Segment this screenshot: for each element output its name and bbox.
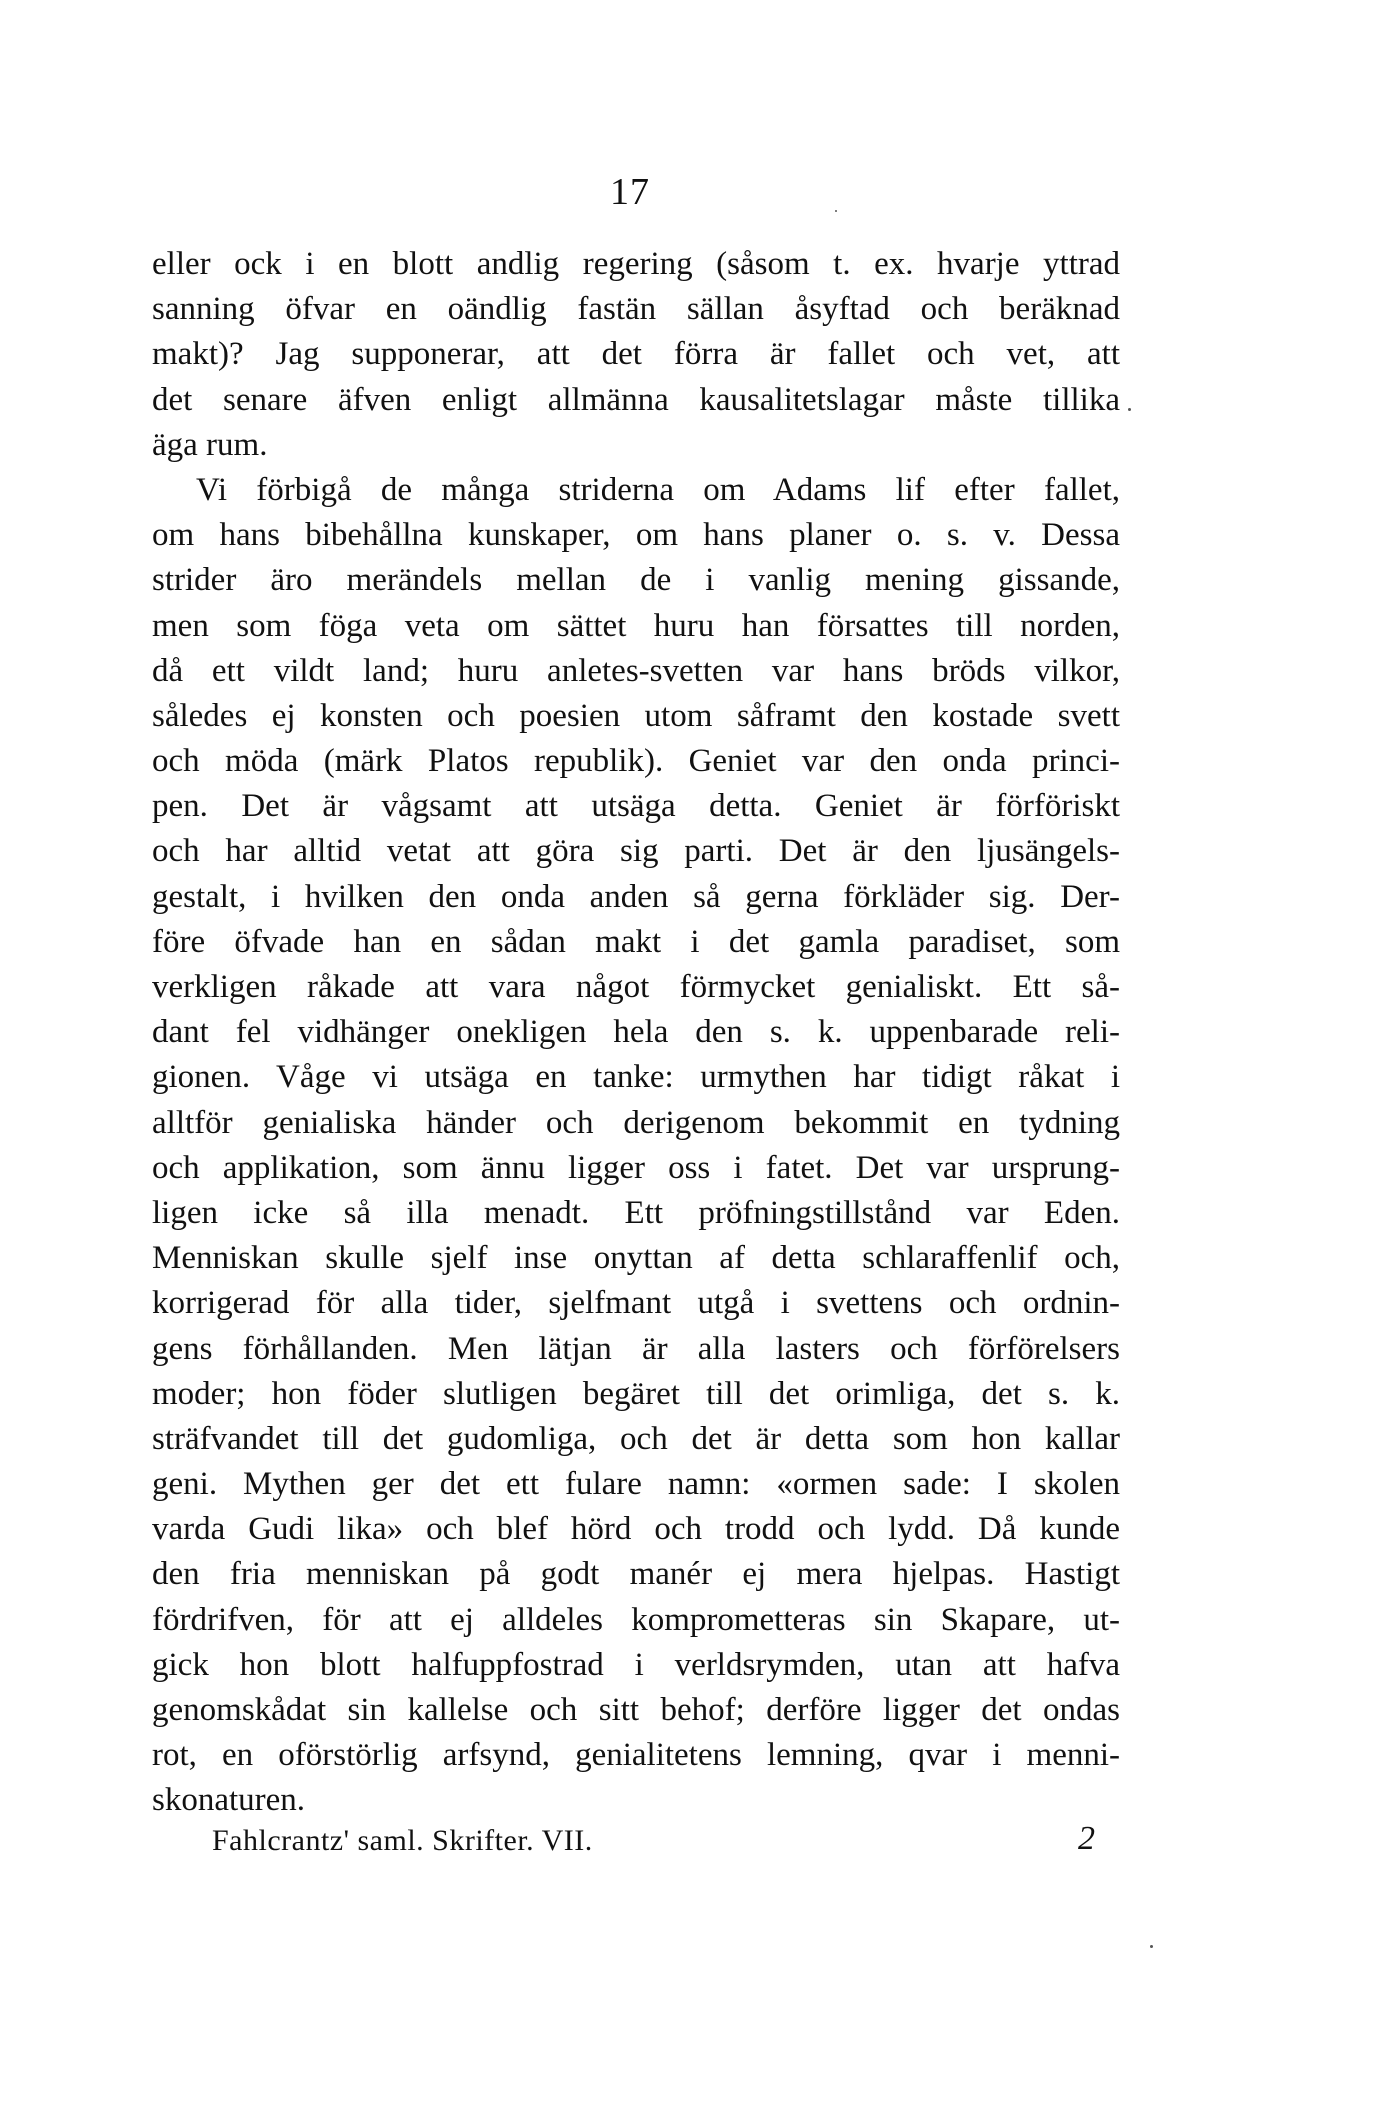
text-line: ligen icke så illa menadt. Ett pröfningstillstånd var Eden.: [152, 1194, 1120, 1231]
text-line: gick hon blott halfuppfostrad i verldsrymden, utan att hafva: [152, 1646, 1120, 1683]
footer-signature-line: Fahlcrantz' saml. Skrifter. VII.: [212, 1824, 593, 1857]
text-line: således ej konsten och poesien utom såframt den kostade svett: [152, 697, 1120, 734]
text-line: sträfvandet till det gudomliga, och det är detta som hon kallar: [152, 1420, 1120, 1457]
text-line: pen. Det är vågsamt att utsäga detta. Geniet är förföriskt: [152, 788, 1120, 825]
text-line: om hans bibehållna kunskaper, om hans planer o. s. v. Dessa: [152, 517, 1120, 554]
text-line: makt)? Jag supponerar, att det förra är fallet och vet, att: [152, 336, 1120, 373]
text-line: gionen. Våge vi utsäga en tanke: urmythen har tidigt råkat i: [152, 1059, 1120, 1096]
text-line: det senare äfven enligt allmänna kausalitetslagar måste tillika: [152, 381, 1120, 418]
signature-mark: 2: [1078, 1820, 1095, 1857]
text-line: eller ock i en blott andlig regering (såsom t. ex. hvarje yttrad: [152, 246, 1120, 282]
text-line: alltför genialiska händer och derigenom bekommit en tydning: [152, 1104, 1120, 1141]
text-line: geni. Mythen ger det ett fulare namn: «ormen sade: I skolen: [152, 1466, 1120, 1503]
body-text: [152, 242, 1120, 1824]
text-line: Menniskan skulle sjelf inse onyttan af detta schlaraffenlif och,: [152, 1240, 1120, 1277]
text-line: och applikation, som ännu ligger oss i fatet. Det var ursprung-: [152, 1149, 1120, 1186]
text-line: äga rum.: [152, 426, 268, 463]
print-speck: [1128, 408, 1131, 411]
text-line: verkligen råkade att vara något förmycket genialiskt. Ett så-: [152, 969, 1120, 1005]
text-line: strider äro merändels mellan de i vanlig mening gissande,: [152, 562, 1120, 599]
text-line: fördrifven, för att ej alldeles komprometteras sin Skapare, ut-: [152, 1601, 1120, 1638]
text-line: Vi förbigå de många striderna om Adams lif efter fallet,: [196, 471, 1120, 508]
text-line: dant fel vidhänger onekligen hela den s. k. uppenbarade reli-: [152, 1014, 1120, 1051]
text-line: gestalt, i hvilken den onda anden så gerna förkläder sig. Der-: [152, 878, 1120, 915]
text-line: då ett vildt land; huru anletes-svetten var hans bröds vilkor,: [152, 652, 1120, 689]
text-line: före öfvade han en sådan makt i det gamla paradiset, som: [152, 923, 1120, 960]
print-speck: [835, 210, 837, 212]
text-line: gens förhållanden. Men lätjan är alla lasters och förförelsers: [152, 1330, 1120, 1367]
text-line: genomskådat sin kallelse och sitt behof; derföre ligger det ondas: [152, 1692, 1120, 1728]
text-line: sanning öfvar en oändlig fastän sällan åsyftad och beräknad: [152, 291, 1120, 328]
text-line: moder; hon föder slutligen begäret till det orimliga, det s. k.: [152, 1375, 1120, 1412]
text-line: och har alltid vetat att göra sig parti. Det är den ljusängels-: [152, 833, 1120, 870]
text-line: varda Gudi lika» och blef hörd och trodd och lydd. Då kunde: [152, 1511, 1120, 1548]
text-line: skonaturen.: [152, 1782, 306, 1819]
text-line: och möda (märk Platos republik). Geniet var den onda princi-: [152, 743, 1120, 780]
text-line: korrigerad för alla tider, sjelfmant utgå i svettens och ordnin-: [152, 1285, 1120, 1322]
text-line: men som föga veta om sättet huru han försattes till norden,: [152, 607, 1120, 644]
page-number: 17: [610, 171, 650, 213]
text-line: rot, en oförstörlig arfsynd, genialitetens lemning, qvar i menni-: [152, 1737, 1120, 1774]
print-speck: [1150, 1945, 1153, 1948]
text-line: den fria menniskan på godt manér ej mera hjelpas. Hastigt: [152, 1556, 1120, 1593]
